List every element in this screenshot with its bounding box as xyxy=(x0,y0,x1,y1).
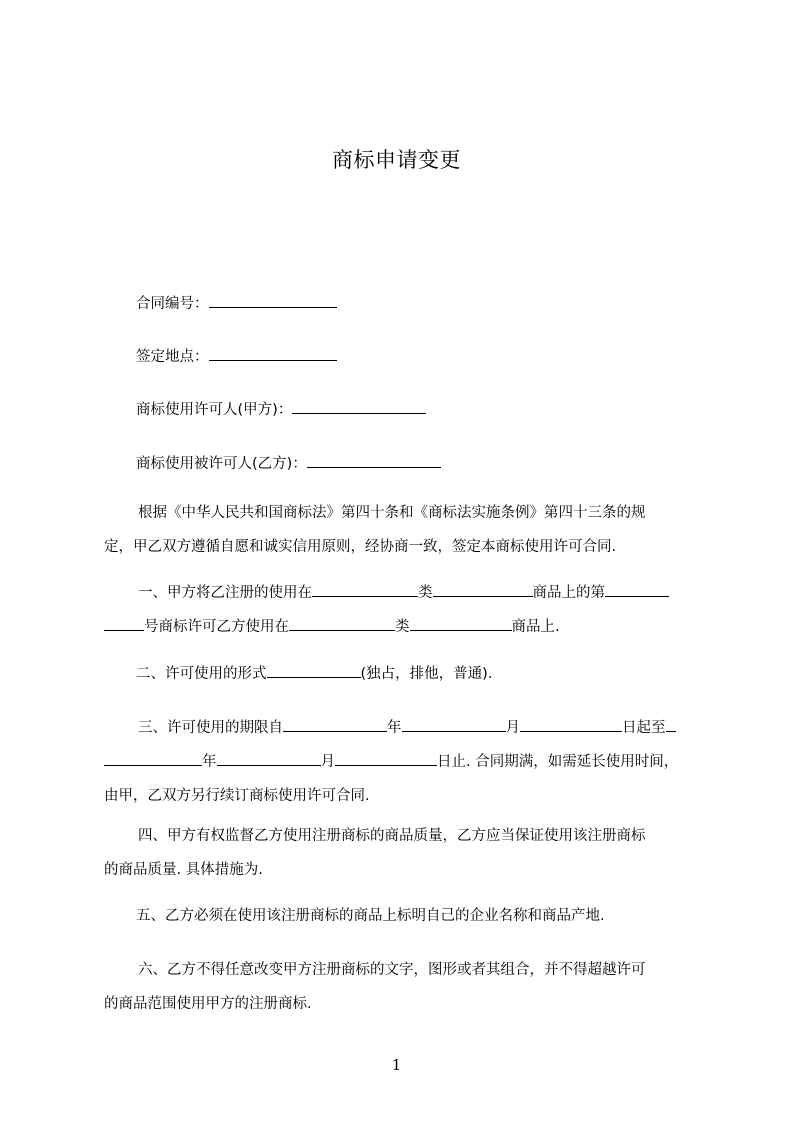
goods-blank-2 xyxy=(410,616,512,631)
clause-4-line-1: 四、甲方有权监督乙方使用注册商标的商品质量，乙方应当保证使用该注册商标 xyxy=(138,828,646,844)
sign-place-label: 签定地点： xyxy=(136,349,209,365)
clause-1-text-c: 商品上的第 xyxy=(532,585,605,601)
contract-number-blank xyxy=(209,293,337,308)
clause-2-text-b: (独占，排他，普通). xyxy=(360,666,493,682)
clause-3 xyxy=(104,711,700,813)
clause-3-text-b: 年 xyxy=(387,720,402,736)
clause-3-text-c: 月 xyxy=(505,720,520,736)
clause-1-text-e: 类 xyxy=(395,619,410,635)
clause-3-text-a: 三、许可使用的期限自 xyxy=(138,720,283,736)
intro-paragraph xyxy=(104,496,700,564)
clause-3-text-d: 日起至 xyxy=(622,720,666,736)
sign-place-blank xyxy=(209,346,337,361)
clause-1-text-a: 一、甲方将乙注册的使用在 xyxy=(138,585,312,601)
clause-1-text-f: 商品上. xyxy=(511,619,560,635)
clause-3-text-f: 月 xyxy=(320,754,335,770)
license-form-blank xyxy=(267,663,361,678)
clause-6 xyxy=(104,953,700,1021)
end-year-blank-a xyxy=(666,717,676,732)
clause-4 xyxy=(104,819,700,887)
clause-3-text-g: 日止. 合同期满，如需延长使用时间， xyxy=(437,754,679,770)
licensor-blank xyxy=(292,399,426,414)
document-title: 商标申请变更 xyxy=(332,148,461,172)
class-blank-1 xyxy=(312,582,418,597)
trademark-no-blank-b xyxy=(104,616,144,631)
goods-blank-1 xyxy=(433,582,533,597)
clause-3-text-e: 年 xyxy=(202,754,217,770)
contract-number-label: 合同编号： xyxy=(136,296,209,312)
start-day-blank xyxy=(520,717,622,732)
clause-3-line-2 xyxy=(104,745,700,779)
licensor-label: 商标使用许可人(甲方)： xyxy=(136,402,293,418)
clause-1-line-1 xyxy=(104,576,700,610)
clause-2 xyxy=(104,657,700,691)
trademark-no-blank-a xyxy=(605,582,669,597)
page-number: 1 xyxy=(391,1056,402,1074)
clause-3-line-1 xyxy=(104,711,700,745)
intro-line-1: 根据《中华人民共和国商标法》第四十条和《商标法实施条例》第四十三条的规 xyxy=(138,505,646,521)
start-month-blank xyxy=(402,717,506,732)
licensee-field xyxy=(136,452,441,473)
licensee-blank xyxy=(307,453,441,468)
clause-6-line-1: 六、乙方不得任意改变甲方注册商标的文字，图形或者其组合，并不得超越许可 xyxy=(138,962,646,978)
clause-1 xyxy=(104,576,700,644)
clause-6-line-2: 的商品范围使用甲方的注册商标. xyxy=(104,996,312,1012)
licensee-label: 商标使用被许可人(乙方)： xyxy=(136,456,307,472)
clause-5 xyxy=(104,899,700,933)
clause-5-line-1: 五、乙方必须在使用该注册商标的商品上标明自己的企业名称和商品产地. xyxy=(136,908,605,924)
contract-number-field xyxy=(136,292,337,313)
clause-3-line-3: 由甲，乙双方另行续订商标使用许可合同. xyxy=(104,788,370,804)
end-month-blank xyxy=(217,751,321,766)
start-year-blank xyxy=(283,717,387,732)
sign-place-field xyxy=(136,345,337,366)
clause-2-line-1 xyxy=(104,657,700,691)
clause-1-line-2 xyxy=(104,610,700,644)
end-day-blank xyxy=(335,751,437,766)
intro-line-2: 定，甲乙双方遵循自愿和诚实信用原则，经协商一致，签定本商标使用许可合同. xyxy=(104,539,617,555)
licensor-field xyxy=(136,398,426,419)
clause-1-text-b: 类 xyxy=(418,585,433,601)
clause-4-line-2: 的商品质量. 具体措施为. xyxy=(104,862,263,878)
class-blank-2 xyxy=(289,616,395,631)
end-year-blank-b xyxy=(104,751,202,766)
clause-2-text-a: 二、许可使用的形式 xyxy=(136,666,267,682)
clause-1-text-d: 号商标许可乙方使用在 xyxy=(144,619,289,635)
